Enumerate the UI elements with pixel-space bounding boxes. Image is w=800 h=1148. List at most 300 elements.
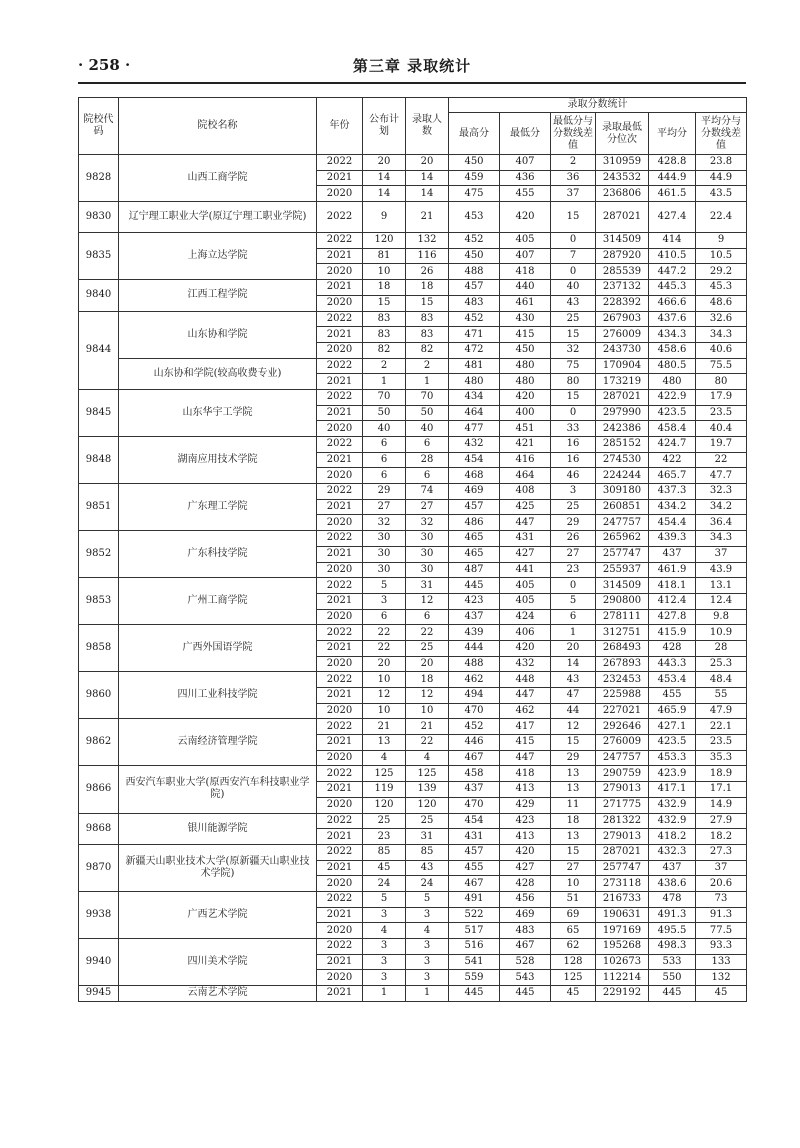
cell-avg: 423.5 [649,735,696,751]
institution-name: 江西工程学院 [119,280,317,311]
header-year: 年份 [317,98,363,155]
cell-min-diff: 69 [551,907,596,923]
cell-min: 428 [500,876,551,892]
cell-min-rank: 237132 [596,280,649,296]
cell-year: 2021 [317,499,363,515]
cell-max: 455 [449,860,500,876]
cell-avg-diff: 45 [696,986,747,1002]
admission-stats-table [78,97,747,1002]
cell-year: 2021 [317,860,363,876]
cell-min-diff: 125 [551,970,596,986]
cell-plan: 45 [363,860,406,876]
cell-min: 420 [500,844,551,860]
cell-max: 470 [449,797,500,813]
cell-min-diff: 44 [551,703,596,719]
institution-name: 云南艺术学院 [119,986,317,1002]
cell-min-rank: 228392 [596,295,649,311]
cell-year: 2020 [317,295,363,311]
cell-year: 2021 [317,829,363,845]
institution-name: 银川能源学院 [119,813,317,844]
cell-min: 483 [500,923,551,939]
cell-avg: 428 [649,640,696,656]
cell-max: 457 [449,844,500,860]
header-max: 最高分 [449,113,500,155]
table-row [79,437,747,453]
cell-plan: 125 [363,766,406,782]
cell-plan: 13 [363,735,406,751]
cell-plan: 3 [363,593,406,609]
cell-admitted: 22 [406,735,449,751]
cell-min-rank: 197169 [596,923,649,939]
cell-year: 2022 [317,766,363,782]
header-min-diff: 最低分与分数线差值 [551,113,596,155]
cell-avg: 495.5 [649,923,696,939]
cell-avg: 458.4 [649,421,696,437]
cell-year: 2022 [317,437,363,453]
cell-plan: 14 [363,170,406,186]
cell-avg-diff: 19.7 [696,437,747,453]
cell-plan: 1 [363,986,406,1002]
cell-admitted: 20 [406,155,449,171]
cell-min-rank: 170904 [596,358,649,374]
cell-min: 420 [500,202,551,233]
cell-avg-diff: 44.9 [696,170,747,186]
cell-avg-diff: 40.4 [696,421,747,437]
cell-max: 450 [449,248,500,264]
cell-avg: 458.6 [649,342,696,358]
cell-min-rank: 257747 [596,860,649,876]
cell-plan: 81 [363,248,406,264]
cell-avg-diff: 47.9 [696,703,747,719]
cell-max: 453 [449,202,500,233]
cell-min-diff: 18 [551,813,596,829]
cell-admitted: 3 [406,907,449,923]
cell-admitted: 12 [406,688,449,704]
cell-year: 2022 [317,389,363,405]
cell-admitted: 83 [406,311,449,327]
cell-plan: 3 [363,954,406,970]
cell-admitted: 25 [406,640,449,656]
cell-admitted: 24 [406,876,449,892]
cell-max: 450 [449,155,500,171]
cell-year: 2020 [317,750,363,766]
cell-min-rank: 265962 [596,531,649,547]
cell-min: 445 [500,986,551,1002]
cell-admitted: 43 [406,860,449,876]
cell-max: 468 [449,468,500,484]
cell-min: 447 [500,515,551,531]
cell-avg-diff: 34.3 [696,327,747,343]
cell-avg-diff: 23.5 [696,405,747,421]
cell-year: 2021 [317,688,363,704]
cell-min-rank: 268493 [596,640,649,656]
cell-year: 2022 [317,625,363,641]
cell-min: 430 [500,311,551,327]
cell-admitted: 2 [406,358,449,374]
cell-plan: 24 [363,876,406,892]
cell-avg-diff: 91.3 [696,907,747,923]
cell-max: 452 [449,311,500,327]
cell-min-rank: 273118 [596,876,649,892]
cell-plan: 6 [363,452,406,468]
cell-min-diff: 51 [551,891,596,907]
cell-year: 2021 [317,954,363,970]
cell-min-diff: 29 [551,515,596,531]
cell-min: 407 [500,155,551,171]
cell-plan: 32 [363,515,406,531]
cell-min-rank: 225988 [596,688,649,704]
table-row [79,233,747,249]
cell-min: 425 [500,499,551,515]
cell-avg: 461.5 [649,186,696,202]
cell-min-diff: 32 [551,342,596,358]
cell-max: 458 [449,766,500,782]
cell-min-rank: 232453 [596,672,649,688]
cell-admitted: 32 [406,515,449,531]
cell-min-diff: 14 [551,656,596,672]
cell-min-diff: 27 [551,546,596,562]
cell-plan: 83 [363,327,406,343]
cell-avg-diff: 36.4 [696,515,747,531]
cell-year: 2022 [317,719,363,735]
table-row [79,202,747,233]
cell-year: 2021 [317,986,363,1002]
institution-name: 西安汽车职业大学(原西安汽车科技职业学院) [119,766,317,813]
cell-avg: 461.9 [649,562,696,578]
cell-avg: 453.3 [649,750,696,766]
cell-year: 2022 [317,484,363,500]
cell-max: 472 [449,342,500,358]
cell-admitted: 3 [406,939,449,955]
cell-min-diff: 12 [551,719,596,735]
cell-plan: 30 [363,531,406,547]
cell-avg: 444.9 [649,170,696,186]
cell-min-diff: 11 [551,797,596,813]
cell-avg-diff: 18.9 [696,766,747,782]
cell-admitted: 30 [406,562,449,578]
cell-min-diff: 13 [551,766,596,782]
cell-avg: 491.3 [649,907,696,923]
cell-plan: 119 [363,782,406,798]
cell-year: 2021 [317,248,363,264]
cell-min: 420 [500,640,551,656]
cell-min-diff: 10 [551,876,596,892]
cell-plan: 20 [363,155,406,171]
cell-avg-diff: 40.6 [696,342,747,358]
cell-min-diff: 46 [551,468,596,484]
cell-plan: 5 [363,891,406,907]
table-body [79,155,747,1002]
cell-avg-diff: 73 [696,891,747,907]
institution-name: 山东协和学院(较高收费专业) [119,358,317,389]
cell-min-rank: 243532 [596,170,649,186]
cell-min-rank: 173219 [596,374,649,390]
cell-min: 400 [500,405,551,421]
cell-max: 452 [449,719,500,735]
cell-plan: 3 [363,939,406,955]
cell-year: 2020 [317,342,363,358]
cell-min-rank: 314509 [596,578,649,594]
cell-min-diff: 62 [551,939,596,955]
institution-name: 云南经济管理学院 [119,719,317,766]
header-min: 最低分 [500,113,551,155]
cell-avg-diff: 48.6 [696,295,747,311]
page-header [78,54,746,80]
header-score-group: 录取分数统计 [449,98,747,113]
cell-min-diff: 33 [551,421,596,437]
cell-year: 2021 [317,327,363,343]
cell-plan: 22 [363,625,406,641]
cell-min: 447 [500,688,551,704]
cell-min: 415 [500,735,551,751]
table-row [79,280,747,296]
cell-max: 444 [449,640,500,656]
cell-min-rank: 195268 [596,939,649,955]
institution-code: 9858 [79,625,119,672]
cell-avg: 453.4 [649,672,696,688]
cell-avg: 422.9 [649,389,696,405]
cell-avg: 454.4 [649,515,696,531]
cell-min-rank: 255937 [596,562,649,578]
cell-min: 448 [500,672,551,688]
cell-min-diff: 2 [551,155,596,171]
cell-max: 467 [449,750,500,766]
institution-code: 9945 [79,986,119,1002]
cell-year: 2020 [317,186,363,202]
cell-admitted: 6 [406,609,449,625]
cell-year: 2022 [317,578,363,594]
cell-plan: 20 [363,656,406,672]
cell-plan: 70 [363,389,406,405]
cell-min: 418 [500,264,551,280]
cell-avg-diff: 133 [696,954,747,970]
cell-admitted: 21 [406,202,449,233]
cell-min: 431 [500,531,551,547]
cell-avg-diff: 37 [696,546,747,562]
cell-plan: 14 [363,186,406,202]
cell-max: 445 [449,986,500,1002]
cell-year: 2020 [317,656,363,672]
institution-name: 湖南应用技术学院 [119,437,317,484]
cell-min-diff: 15 [551,389,596,405]
institution-name: 广西外国语学院 [119,625,317,672]
cell-min-diff: 16 [551,452,596,468]
cell-year: 2022 [317,672,363,688]
cell-min-rank: 257747 [596,546,649,562]
cell-min-diff: 37 [551,186,596,202]
institution-code: 9840 [79,280,119,311]
cell-avg-diff: 32.6 [696,311,747,327]
institution-name: 山东华宇工学院 [119,389,317,436]
cell-min-rank: 247757 [596,750,649,766]
cell-min-diff: 0 [551,264,596,280]
cell-min: 420 [500,389,551,405]
cell-max: 452 [449,233,500,249]
cell-admitted: 22 [406,625,449,641]
cell-admitted: 132 [406,233,449,249]
cell-avg-diff: 80 [696,374,747,390]
cell-min: 421 [500,437,551,453]
cell-max: 559 [449,970,500,986]
cell-avg: 437.6 [649,311,696,327]
table-row [79,484,747,500]
cell-year: 2020 [317,264,363,280]
cell-avg: 422 [649,452,696,468]
cell-year: 2020 [317,421,363,437]
institution-code: 9866 [79,766,119,813]
cell-min: 405 [500,593,551,609]
cell-year: 2020 [317,797,363,813]
cell-min-rank: 281322 [596,813,649,829]
cell-min-diff: 15 [551,327,596,343]
cell-min-rank: 287021 [596,389,649,405]
cell-avg-diff: 43.9 [696,562,747,578]
header-avg-diff: 平均分与分数线差值 [696,113,747,155]
cell-plan: 10 [363,264,406,280]
cell-min: 528 [500,954,551,970]
cell-avg-diff: 17.9 [696,389,747,405]
cell-min: 440 [500,280,551,296]
institution-name: 四川工业科技学院 [119,672,317,719]
cell-year: 2020 [317,970,363,986]
cell-min-diff: 43 [551,295,596,311]
cell-avg-diff: 32.3 [696,484,747,500]
cell-plan: 10 [363,672,406,688]
cell-year: 2022 [317,531,363,547]
institution-code: 9835 [79,233,119,280]
cell-year: 2022 [317,939,363,955]
table-row [79,844,747,860]
cell-avg-diff: 23.5 [696,735,747,751]
institution-code: 9938 [79,891,119,938]
institution-code: 9848 [79,437,119,484]
cell-avg: 480.5 [649,358,696,374]
cell-min: 436 [500,170,551,186]
cell-avg: 417.1 [649,782,696,798]
cell-avg-diff: 29.2 [696,264,747,280]
cell-min-diff: 40 [551,280,596,296]
cell-avg-diff: 35.3 [696,750,747,766]
cell-avg: 443.3 [649,656,696,672]
cell-avg: 414 [649,233,696,249]
cell-year: 2021 [317,546,363,562]
cell-year: 2020 [317,923,363,939]
cell-year: 2022 [317,311,363,327]
cell-admitted: 30 [406,531,449,547]
cell-min-diff: 15 [551,735,596,751]
cell-max: 465 [449,546,500,562]
institution-name: 新疆天山职业技术大学(原新疆天山职业技术学院) [119,844,317,891]
cell-avg-diff: 14.9 [696,797,747,813]
cell-plan: 4 [363,923,406,939]
cell-avg: 480 [649,374,696,390]
cell-max: 465 [449,531,500,547]
table-row [79,813,747,829]
cell-plan: 6 [363,437,406,453]
cell-max: 477 [449,421,500,437]
cell-max: 431 [449,829,500,845]
cell-year: 2022 [317,844,363,860]
cell-min-diff: 80 [551,374,596,390]
cell-min-diff: 13 [551,782,596,798]
cell-avg-diff: 27.9 [696,813,747,829]
cell-admitted: 74 [406,484,449,500]
table-row [79,625,747,641]
cell-avg: 427.4 [649,202,696,233]
institution-code: 9940 [79,939,119,986]
cell-admitted: 14 [406,186,449,202]
cell-year: 2021 [317,907,363,923]
cell-avg: 418.2 [649,829,696,845]
cell-min: 405 [500,578,551,594]
cell-plan: 29 [363,484,406,500]
cell-min-rank: 287920 [596,248,649,264]
cell-avg: 455 [649,688,696,704]
cell-avg: 478 [649,891,696,907]
cell-min-diff: 0 [551,578,596,594]
cell-plan: 120 [363,233,406,249]
table-row [79,389,747,405]
cell-avg: 434.2 [649,499,696,515]
cell-min: 462 [500,703,551,719]
cell-plan: 82 [363,342,406,358]
cell-min-rank: 227021 [596,703,649,719]
cell-admitted: 50 [406,405,449,421]
cell-plan: 21 [363,719,406,735]
table-row [79,358,747,374]
cell-avg-diff: 25.3 [696,656,747,672]
cell-min-diff: 65 [551,923,596,939]
institution-code: 9830 [79,202,119,233]
cell-avg-diff: 12.4 [696,593,747,609]
institution-name: 四川美术学院 [119,939,317,986]
cell-min: 464 [500,468,551,484]
table-row [79,531,747,547]
cell-year: 2021 [317,170,363,186]
institution-code: 9862 [79,719,119,766]
cell-min-rank: 287021 [596,844,649,860]
cell-admitted: 15 [406,295,449,311]
cell-plan: 30 [363,562,406,578]
cell-admitted: 14 [406,170,449,186]
cell-min: 456 [500,891,551,907]
cell-min-diff: 1 [551,625,596,641]
cell-min-diff: 0 [551,233,596,249]
cell-year: 2022 [317,202,363,233]
cell-avg: 428.8 [649,155,696,171]
cell-min-diff: 36 [551,170,596,186]
table-row [79,766,747,782]
cell-avg: 437.3 [649,484,696,500]
cell-avg-diff: 28 [696,640,747,656]
cell-max: 457 [449,499,500,515]
cell-min-diff: 15 [551,202,596,233]
cell-max: 437 [449,782,500,798]
cell-min: 424 [500,609,551,625]
cell-avg: 424.7 [649,437,696,453]
cell-avg: 412.4 [649,593,696,609]
cell-avg: 466.6 [649,295,696,311]
institution-name: 上海立达学院 [119,233,317,280]
cell-min-rank: 278111 [596,609,649,625]
cell-min-rank: 243730 [596,342,649,358]
cell-admitted: 4 [406,750,449,766]
cell-plan: 22 [363,640,406,656]
cell-plan: 15 [363,295,406,311]
cell-year: 2020 [317,515,363,531]
cell-min-rank: 287021 [596,202,649,233]
cell-avg-diff: 34.3 [696,531,747,547]
